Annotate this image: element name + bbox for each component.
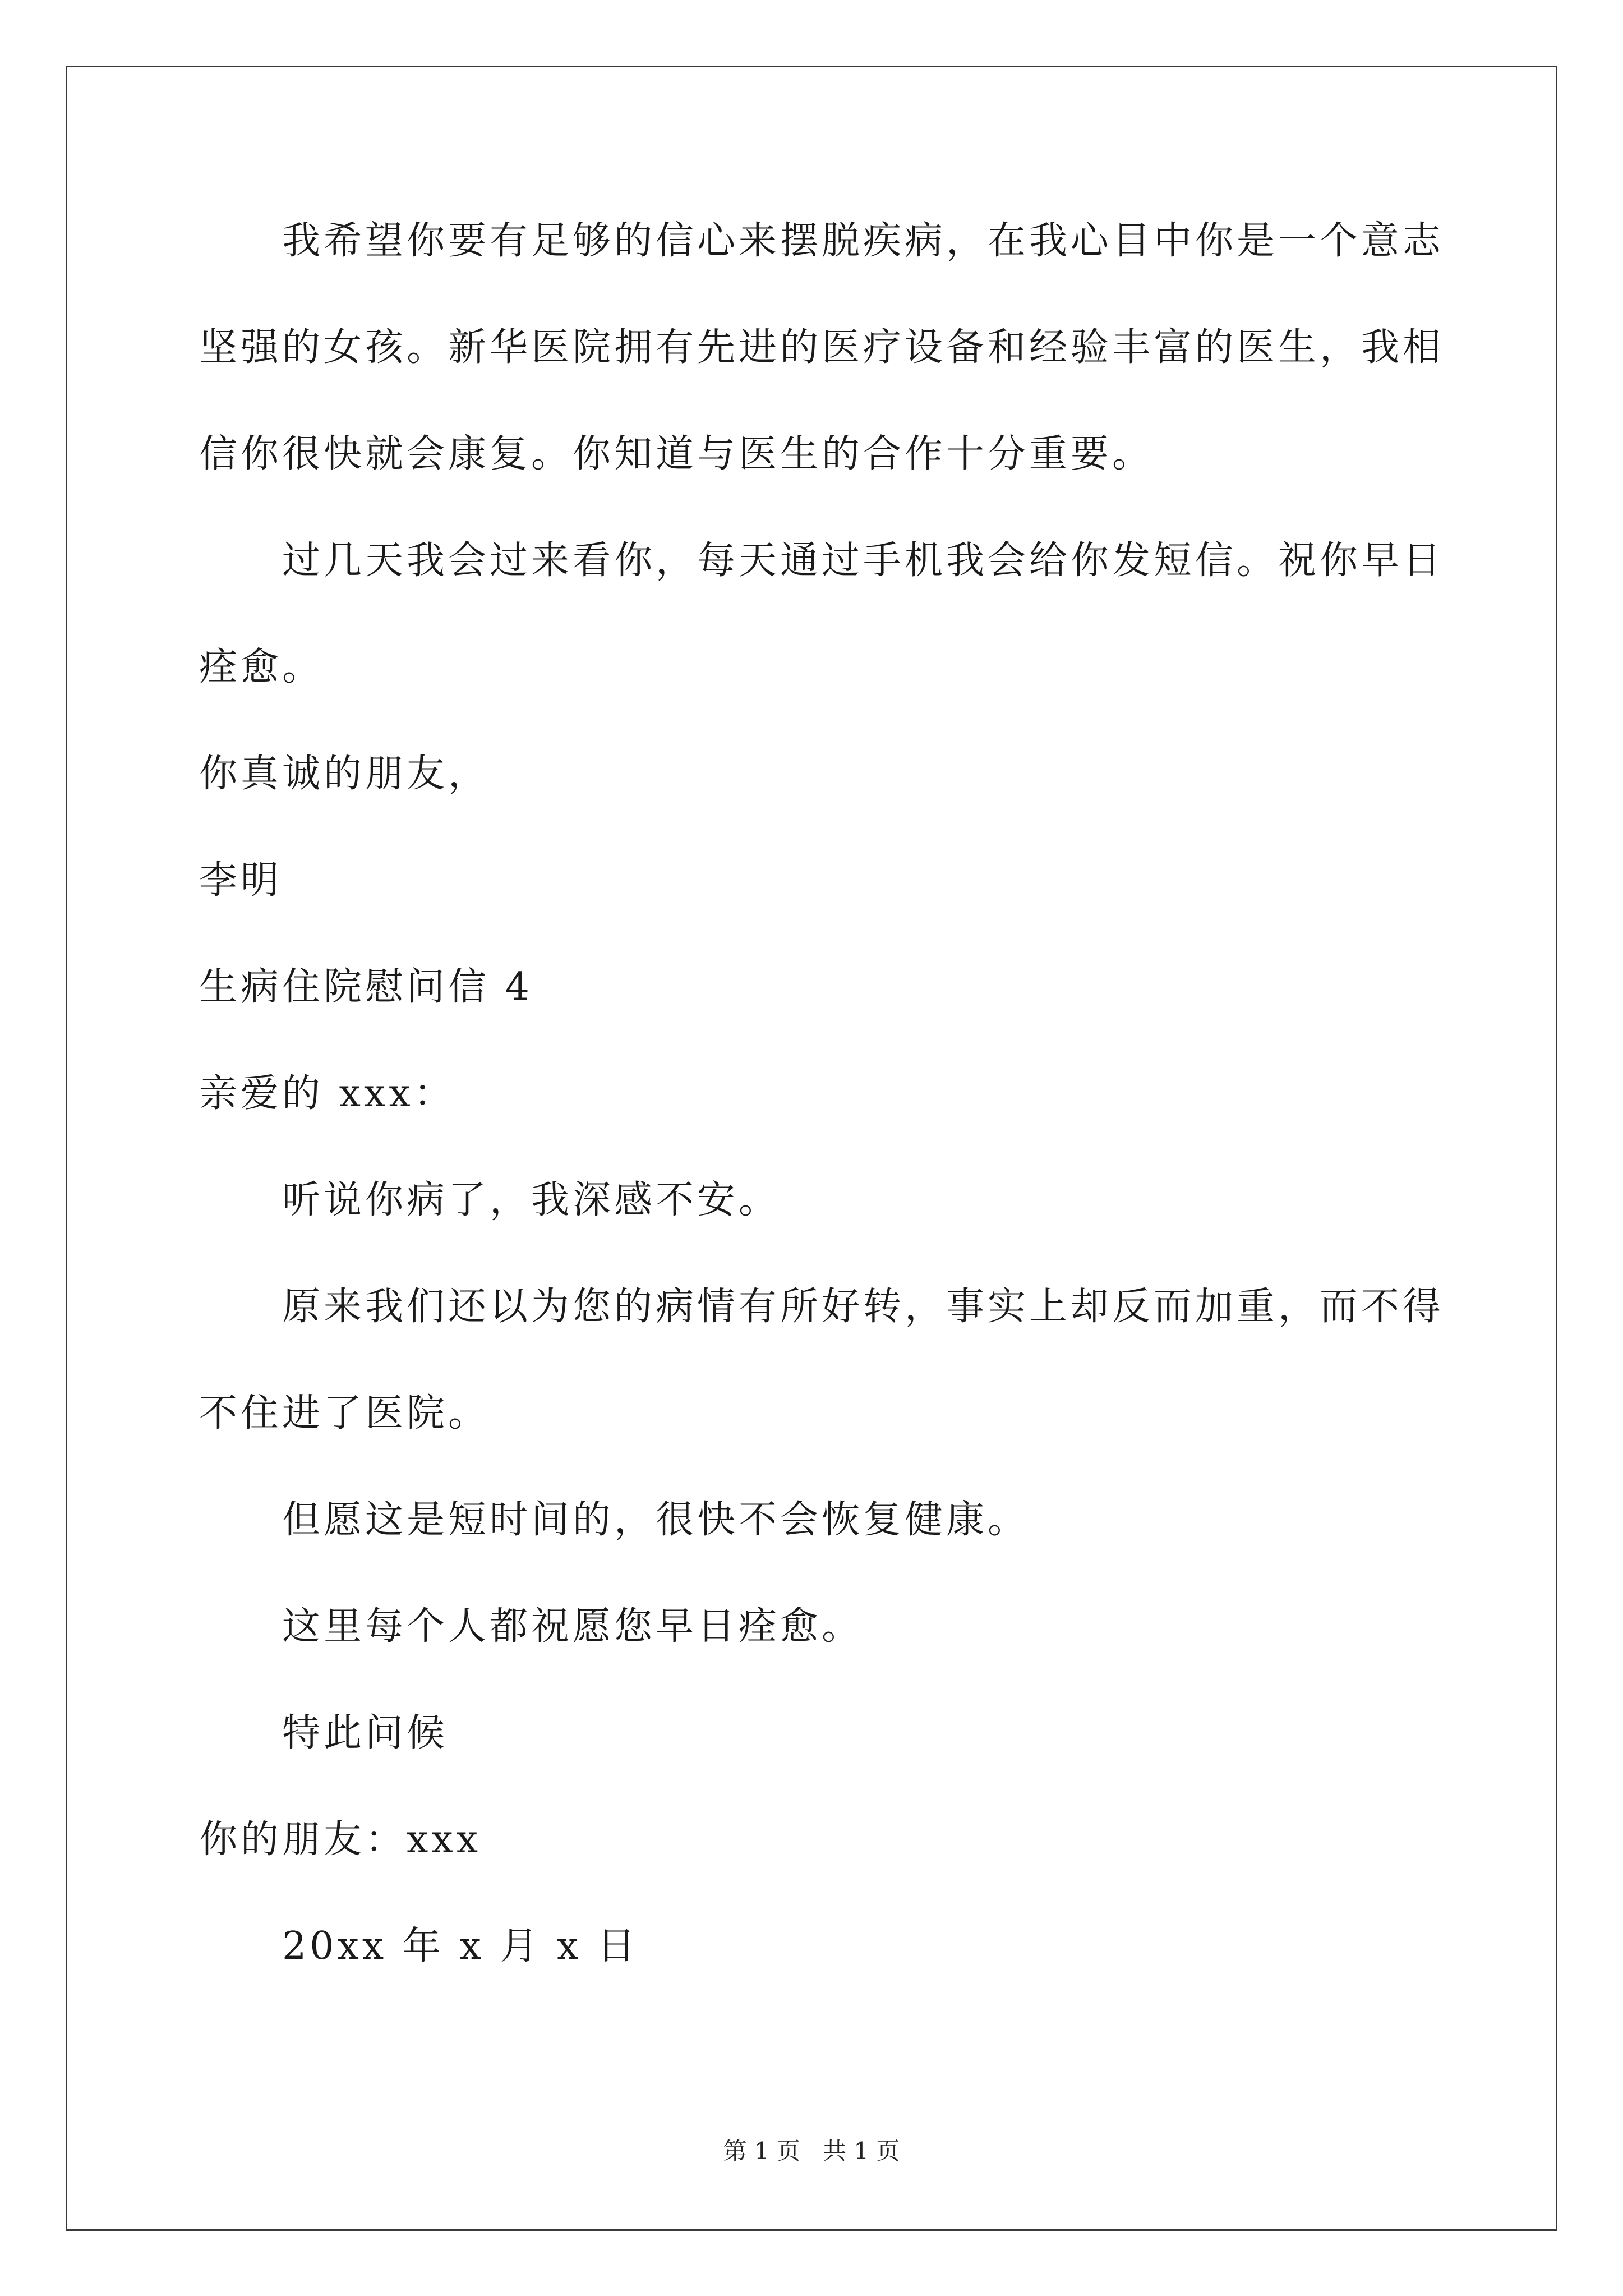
closing-line: 你真诚的朋友， xyxy=(199,752,490,796)
paragraph-line: 坚强的女孩。新华医院拥有先进的医疗设备和经验丰富的医生，我相 xyxy=(199,325,1445,370)
date-line: 20xx 年 x 月 x 日 xyxy=(282,1924,639,1968)
salutation-line: 亲爱的 xxx： xyxy=(199,1071,455,1116)
page-footer xyxy=(0,2134,1623,2168)
signature-line: 你的朋友：xxx xyxy=(199,1818,482,1862)
paragraph-line: 信你很快就会康复。你知道与医生的合作十分重要。 xyxy=(199,432,1154,476)
paragraph-line: 这里每个人都祝愿您早日痊愈。 xyxy=(282,1604,864,1649)
page-number: 第 1 页 xyxy=(723,2137,800,2165)
paragraph-line: 痊愈。 xyxy=(199,645,324,689)
signature-line: 李明 xyxy=(199,858,283,903)
paragraph-line: 但愿这是短时间的，很快不会恢复健康。 xyxy=(282,1498,1030,1542)
closing-line: 特此问候 xyxy=(282,1711,449,1755)
section-title: 生病住院慰问信 4 xyxy=(199,965,533,1009)
page-total: 共 1 页 xyxy=(823,2137,900,2165)
paragraph-line: 我希望你要有足够的信心来摆脱疾病，在我心目中你是一个意志 xyxy=(282,219,1445,263)
paragraph-line: 听说你病了，我深感不安。 xyxy=(282,1178,781,1222)
paragraph-line: 过几天我会过来看你，每天通过手机我会给你发短信。祝你早日 xyxy=(282,539,1445,583)
paragraph-line: 原来我们还以为您的病情有所好转，事实上却反而加重，而不得 xyxy=(282,1285,1445,1329)
page-border xyxy=(66,66,1557,2231)
paragraph-line: 不住进了医院。 xyxy=(199,1391,490,1435)
